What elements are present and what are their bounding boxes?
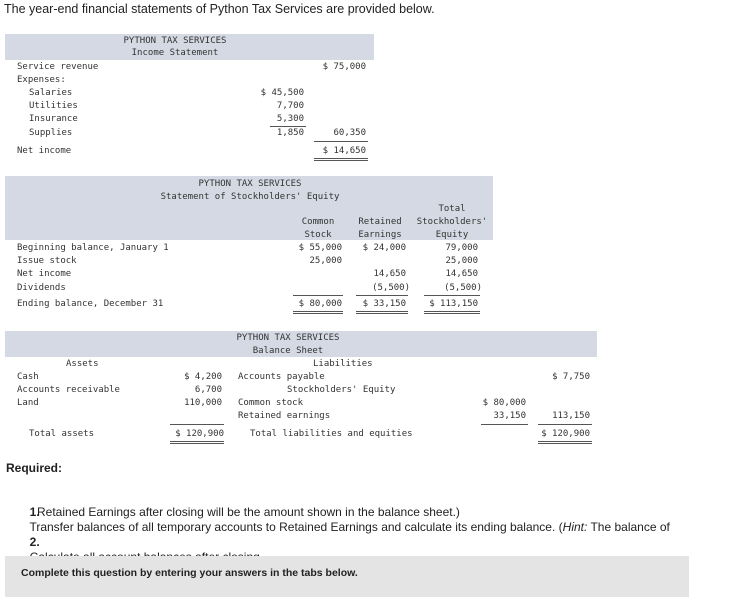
equity-row-total: 25,000 <box>445 256 478 266</box>
requirement-1-text-cont: The balance of <box>587 520 670 534</box>
accounts-receivable-amount: 6,700 <box>194 385 222 395</box>
liabilities-heading: Liabilities <box>313 359 373 369</box>
stockholders-equity-heading: Stockholders' Equity <box>287 385 396 395</box>
expense-amount: $ 45,500 <box>260 88 304 98</box>
col-header-common-stock: Common <box>301 217 335 227</box>
equity-row-common: $ 55,000 <box>298 243 342 253</box>
equity-subtotal-rule <box>424 295 480 296</box>
retained-earnings-label: Retained earnings <box>238 411 331 421</box>
expense-label: Supplies <box>29 128 73 138</box>
requirement-1-number: 1. <box>29 505 40 519</box>
col-header-retained-earnings: Earnings <box>358 230 402 240</box>
cash-amount: $ 4,200 <box>184 372 222 382</box>
required-heading: Required: <box>6 461 63 475</box>
instructions-banner <box>5 556 689 597</box>
equity-row-label: Beginning balance, January 1 <box>17 243 169 253</box>
net-income-double-underline <box>314 158 368 161</box>
expense-amount: 1,850 <box>276 128 304 138</box>
col-header-common-stock: Stock <box>304 230 332 240</box>
col-header-retained-earnings: Retained <box>358 217 402 227</box>
common-stock-amount: $ 80,000 <box>482 398 526 408</box>
requirement-2-number: 2. <box>29 535 40 549</box>
equity-row-total: 14,650 <box>445 269 478 279</box>
equity-row-retained: $ 24,000 <box>362 243 406 253</box>
equity-subtotal-rule <box>293 295 343 296</box>
expenses-label: Expenses: <box>17 75 66 85</box>
total-assets-double-rule <box>170 441 224 444</box>
requirement-1-hint: Hint: <box>562 520 588 534</box>
equity-ending-common: $ 80,000 <box>298 299 342 309</box>
service-revenue-label: Service revenue <box>17 62 99 72</box>
intro-text: The year-end financial statements of Python Tax Services are provided below. <box>4 2 435 16</box>
net-income-label: Net income <box>17 146 72 156</box>
total-equity-underline <box>538 424 592 425</box>
equity-row-common: 25,000 <box>309 256 342 266</box>
total-expenses-underline <box>314 141 368 142</box>
col-header-total-equity: Equity <box>435 230 469 240</box>
accounts-receivable-label: Accounts receivable <box>17 385 120 395</box>
expense-amount: 5,300 <box>276 114 304 124</box>
equity-ending-retained: $ 33,150 <box>362 299 406 309</box>
instructions-banner-text: Complete this question by entering your answers in the tabs below. <box>21 567 358 579</box>
equity-ending-double-rule <box>293 311 343 314</box>
equity-company: PYTHON TAX SERVICES <box>198 179 302 189</box>
total-liabilities-equity-amount: $ 120,900 <box>541 429 590 439</box>
equity-subtotal-rule <box>356 295 408 296</box>
equity-row-retained: 14,650 <box>373 269 406 279</box>
total-assets-label: Total assets <box>29 429 95 439</box>
accounts-payable-label: Accounts payable <box>238 372 325 382</box>
land-underline <box>170 424 224 425</box>
accounts-payable-amount: $ 7,750 <box>552 372 590 382</box>
equity-row-total: 79,000 <box>445 243 478 253</box>
land-label: Land <box>17 398 39 408</box>
total-equity-amount: 113,150 <box>552 411 590 421</box>
expense-label: Insurance <box>29 114 78 124</box>
total-assets-amount: $ 120,900 <box>175 429 224 439</box>
equity-ending-label: Ending balance, December 31 <box>17 299 164 309</box>
common-stock-label: Common stock <box>238 398 304 408</box>
equity-row-retained: (5,500) <box>372 283 410 293</box>
requirement-1-line2: Retained Earnings after closing will be the amount shown in the balance sheet.) <box>37 505 460 519</box>
equity-underline <box>481 424 528 425</box>
expense-amount: 7,700 <box>276 101 304 111</box>
cash-label: Cash <box>17 372 39 382</box>
assets-heading: Assets <box>66 359 99 369</box>
land-amount: 110,000 <box>184 398 222 408</box>
equity-row-label: Dividends <box>17 283 66 293</box>
balance-title: Balance Sheet <box>252 346 324 356</box>
balance-company: PYTHON TAX SERVICES <box>236 333 340 343</box>
total-le-double-rule <box>538 441 592 444</box>
col-header-total-equity: Stockholders' <box>416 217 488 227</box>
income-company: PYTHON TAX SERVICES <box>123 36 227 46</box>
equity-row-label: Issue stock <box>17 256 77 266</box>
equity-row-total: (5,500) <box>444 283 482 293</box>
income-title: Income Statement <box>131 48 219 58</box>
col-header-total-equity: Total <box>438 204 466 214</box>
equity-ending-total: $ 113,150 <box>429 299 478 309</box>
total-liabilities-equity-label: Total liabilities and equities <box>250 429 413 439</box>
total-expenses: 60,350 <box>333 128 366 138</box>
equity-ending-double-rule <box>424 311 480 314</box>
equity-title: Statement of Stockholders' Equity <box>160 192 340 202</box>
expense-label: Salaries <box>29 88 73 98</box>
expense-label: Utilities <box>29 101 78 111</box>
equity-ending-double-rule <box>356 311 408 314</box>
net-income-amount: $ 14,650 <box>322 146 366 156</box>
equity-row-label: Net income <box>17 269 72 279</box>
service-revenue-amount: $ 75,000 <box>322 62 366 72</box>
retained-earnings-amount: 33,150 <box>493 411 526 421</box>
requirement-1-text: Transfer balances of all temporary accounts to Retained Earnings and calculate its ending balance. ( <box>29 520 563 534</box>
expenses-underline <box>270 126 306 127</box>
